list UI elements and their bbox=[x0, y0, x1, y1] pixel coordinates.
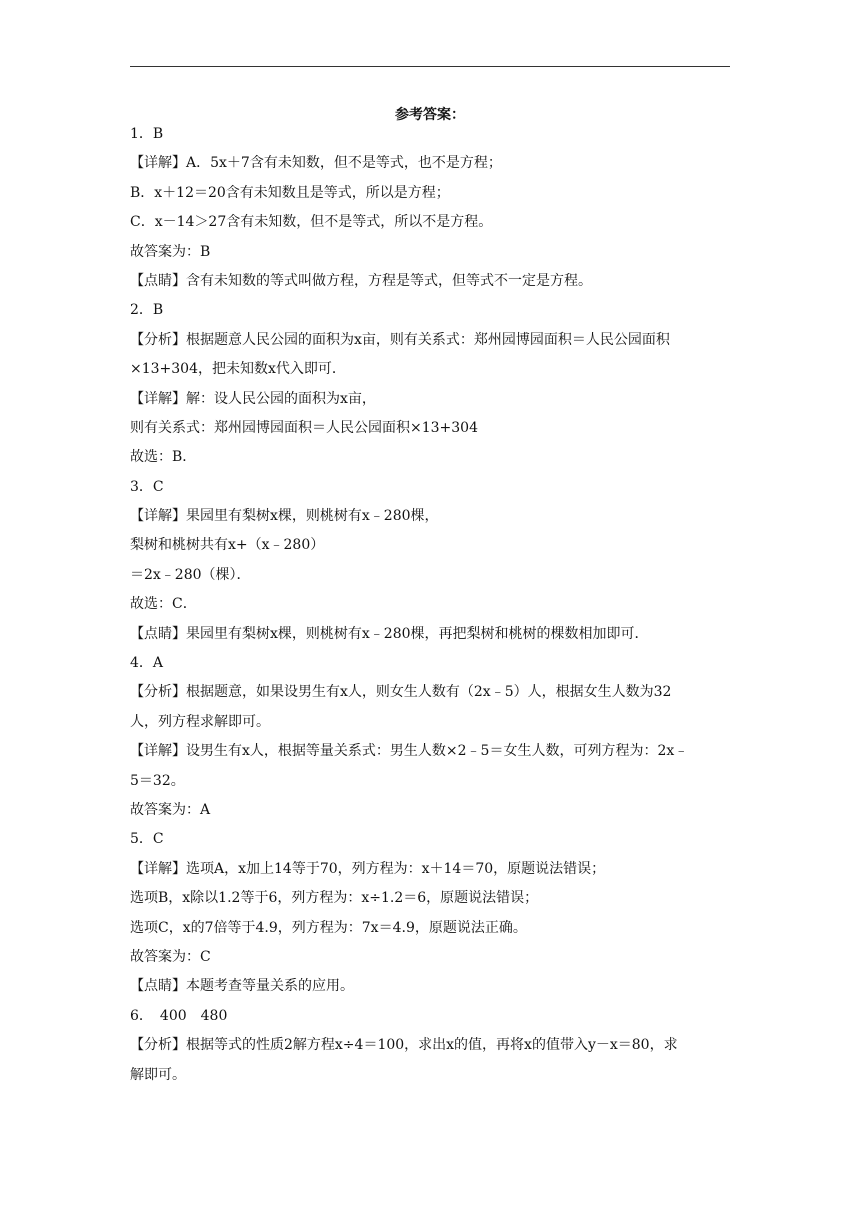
answer-line: 3．C bbox=[130, 478, 164, 495]
answer-line: 故选：C． bbox=[130, 596, 197, 613]
answer-line: 则有关系式：郑州园博园面积＝人民公园面积×13+304 bbox=[130, 419, 478, 436]
answer-line: 4．A bbox=[130, 655, 164, 672]
answer-line: 故答案为：B bbox=[130, 243, 211, 260]
answer-line: ＝2x﹣280（棵）． bbox=[130, 566, 251, 583]
answer-line: 选项B，x除以1.2等于6，列方程为：x÷1.2＝6，原题说法错误； bbox=[130, 890, 539, 907]
page-title: 参考答案： bbox=[395, 107, 465, 123]
answer-line: 故答案为：A bbox=[130, 801, 211, 818]
answer-line: 故选：B． bbox=[130, 449, 197, 466]
answer-line: 【点睛】果园里有梨树x棵，则桃树有x﹣280棵，再把梨树和桃树的棵数相加即可． bbox=[130, 625, 649, 642]
answer-line: 2．B bbox=[130, 302, 164, 319]
answer-line: 【点睛】含有未知数的等式叫做方程，方程是等式，但等式不一定是方程。 bbox=[130, 272, 592, 289]
answer-line: 【分析】根据题意，如果设男生有x人，则女生人数有（2x﹣5）人，根据女生人数为32 bbox=[130, 684, 672, 701]
header-rule bbox=[130, 66, 730, 67]
answer-line: 【分析】根据等式的性质2解方程x÷4＝100，求出x的值，再将x的值带入y－x＝80，求 bbox=[130, 1037, 678, 1054]
answer-content bbox=[130, 120, 730, 1090]
answer-line: 【详解】A．5x＋7含有未知数，但不是等式，也不是方程； bbox=[130, 155, 502, 172]
answer-line: 5＝32。 bbox=[130, 772, 185, 789]
answer-line: 【详解】选项A，x加上14等于70，列方程为：x＋14＝70，原题说法错误； bbox=[130, 860, 606, 877]
answer-line: B．x＋12＝20含有未知数且是等式，所以是方程； bbox=[130, 184, 450, 201]
answer-line: 故答案为：C bbox=[130, 948, 211, 965]
answer-line: 解即可。 bbox=[130, 1066, 186, 1083]
answer-line: 选项C，x的7倍等于4.9，列方程为：7x＝4.9，原题说法正确。 bbox=[130, 919, 527, 936]
answer-line: C．x－14＞27含有未知数，但不是等式，所以不是方程。 bbox=[130, 214, 493, 231]
answer-line: 梨树和桃树共有x+（x﹣280） bbox=[130, 537, 325, 554]
answer-line: ×13+304，把未知数x代入即可． bbox=[130, 361, 346, 378]
answer-line: 【详解】果园里有梨树x棵，则桃树有x﹣280棵， bbox=[130, 508, 439, 525]
answer-line: 【详解】解：设人民公园的面积为x亩， bbox=[130, 390, 376, 407]
answer-line: 【分析】根据题意人民公园的面积为x亩，则有关系式：郑州园博园面积＝人民公园面积 bbox=[130, 331, 670, 348]
answer-line: 5．C bbox=[130, 831, 164, 848]
answer-line: 1．B bbox=[130, 126, 164, 142]
answer-line: 6． 400 480 bbox=[130, 1007, 228, 1024]
answer-line: 【详解】设男生有x人，根据等量关系式：男生人数×2﹣5＝女生人数，可列方程为：2x﹣ bbox=[130, 743, 689, 760]
answer-line: 【点睛】本题考查等量关系的应用。 bbox=[130, 978, 354, 995]
answer-line: 人，列方程求解即可。 bbox=[130, 713, 270, 730]
